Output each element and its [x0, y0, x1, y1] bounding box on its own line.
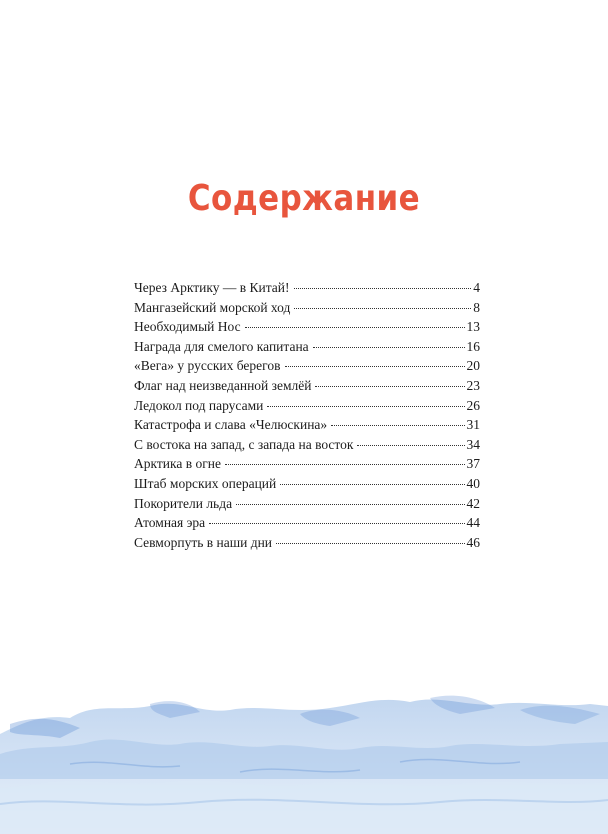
toc-item — [134, 437, 480, 457]
toc-item — [134, 476, 480, 496]
dot-leader — [236, 504, 464, 505]
toc-item-label: Флаг над неизведанной землёй — [134, 377, 312, 393]
toc-item — [134, 378, 480, 398]
toc-item-page: 42 — [466, 495, 480, 511]
toc-item — [134, 319, 480, 339]
dot-leader — [357, 445, 464, 446]
toc-item-label: С востока на запад, с запада на восток — [134, 436, 354, 452]
dot-leader — [267, 406, 464, 407]
toc-item — [134, 280, 480, 300]
toc-item-page: 44 — [466, 515, 480, 531]
toc-item-page: 4 — [473, 280, 480, 295]
toc-item-label: «Вега» у русских берегов — [134, 358, 281, 374]
dot-leader — [225, 464, 465, 465]
dot-leader — [285, 366, 465, 367]
dot-leader — [280, 484, 464, 485]
toc-item-page: 46 — [466, 534, 480, 550]
toc-item-page: 40 — [466, 475, 480, 491]
dot-leader — [245, 327, 465, 328]
dot-leader — [315, 386, 464, 387]
toc-item-page: 37 — [466, 456, 480, 472]
toc-item-label: Покорители льда — [134, 495, 233, 511]
page-title: Содержание — [187, 178, 421, 219]
toc-item — [134, 515, 480, 535]
toc-item — [134, 535, 480, 555]
toc-item-label: Необходимый Нос — [134, 319, 241, 335]
dot-leader — [313, 347, 465, 348]
toc-item-label: Штаб морских операций — [134, 475, 277, 491]
table-of-contents — [134, 280, 480, 554]
toc-item-label: Награда для смелого капитана — [134, 338, 309, 354]
dot-leader — [276, 543, 464, 544]
dot-leader — [294, 288, 472, 289]
toc-item — [134, 300, 480, 320]
toc-item — [134, 358, 480, 378]
toc-item-page: 31 — [466, 417, 480, 433]
toc-item-label: Катастрофа и слава «Челюскина» — [134, 417, 328, 433]
toc-item-label: Ледокол под парусами — [134, 397, 264, 413]
toc-item-label: Мангазейский морской ход — [134, 299, 291, 315]
toc-item — [134, 417, 480, 437]
dot-leader — [209, 523, 464, 524]
toc-item-label: Атомная эра — [134, 515, 206, 531]
toc-item-page: 34 — [466, 436, 480, 452]
toc-item-label: Через Арктику — в Китай! — [134, 280, 290, 295]
toc-item — [134, 339, 480, 359]
toc-item-label: Севморпуть в наши дни — [134, 534, 273, 550]
toc-item-page: 20 — [466, 358, 480, 374]
toc-item-label: Арктика в огне — [134, 456, 221, 472]
toc-item — [134, 398, 480, 418]
watercolor-ice-illustration — [0, 684, 608, 834]
toc-item-page: 26 — [466, 397, 480, 413]
dot-leader — [294, 308, 471, 309]
toc-item — [134, 496, 480, 516]
toc-item-page: 13 — [466, 319, 480, 335]
toc-item-page: 8 — [473, 299, 480, 315]
toc-item-page: 23 — [466, 377, 480, 393]
dot-leader — [331, 425, 464, 426]
toc-item-page: 16 — [466, 338, 480, 354]
toc-item — [134, 456, 480, 476]
